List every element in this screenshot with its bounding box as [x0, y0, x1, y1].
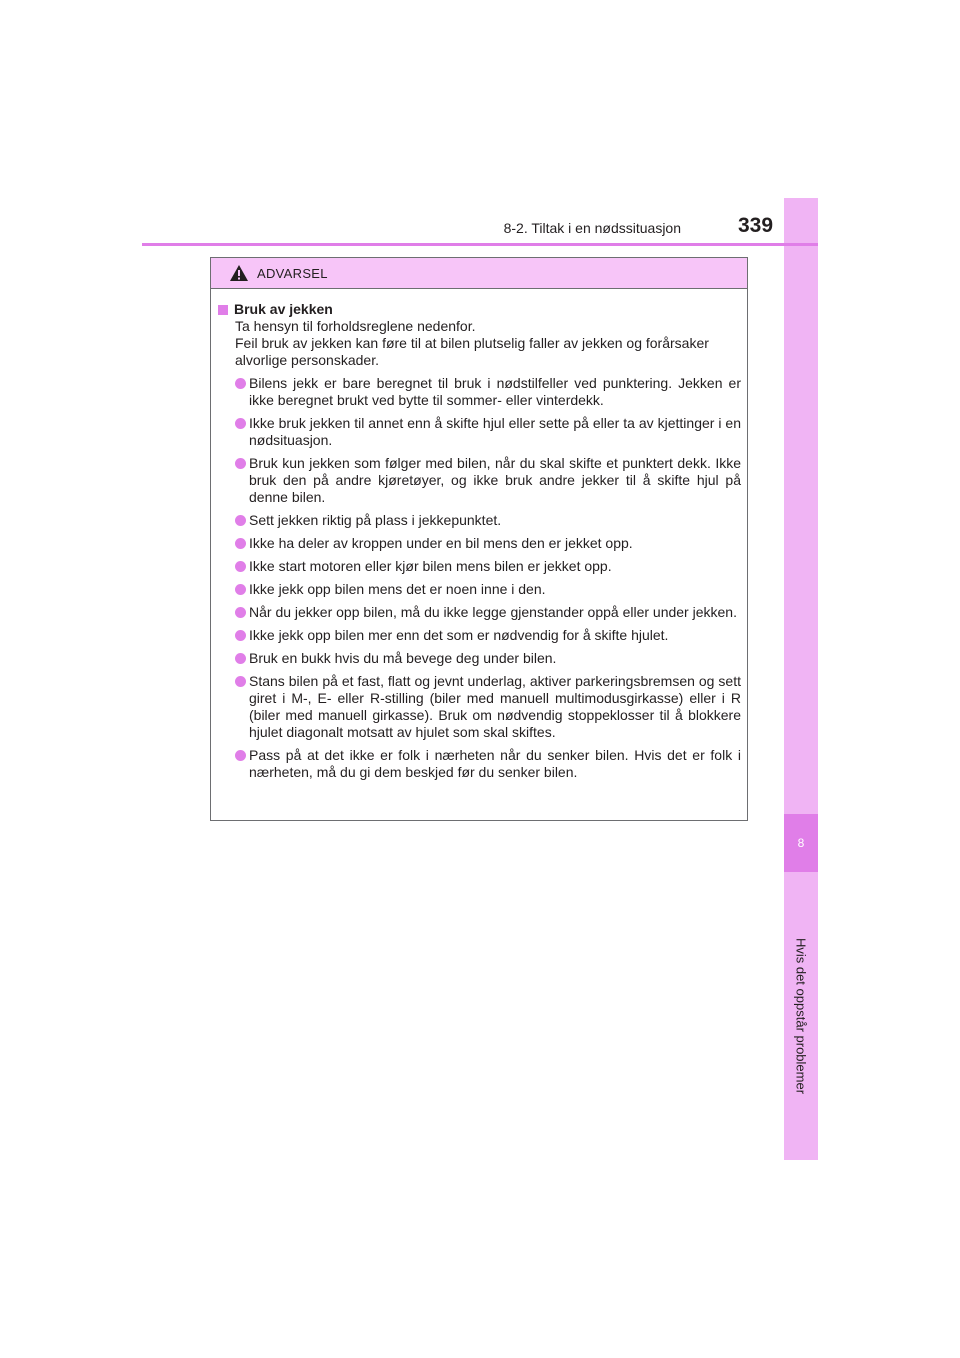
list-item-text: Stans bilen på et fast, flatt og jevnt underlag, aktiver parkeringsbremsen og sett giret i M-, E- eller R-stilling (biler med manuell multimodusgirkasse) eller i R (biler med manuell girkasse). Bruk om nødvendig stoppeklosser til å blokkere hjulet diagonalt motsatt av hjulet som skal skiftes.	[249, 673, 741, 740]
list-item-text: Bilens jekk er bare beregnet til bruk i nødstilfeller ved punktering. Jekken er ikke beregnet brukt ved bytte til sommer- eller vinterdekk.	[249, 375, 741, 408]
warning-bullet-list	[218, 375, 741, 781]
bullet-dot-icon	[235, 515, 246, 526]
bullet-dot-icon	[235, 750, 246, 761]
list-item-text: Bruk kun jekken som følger med bilen, når du skal skifte et punktert dekk. Ikke bruk den på andre kjøretøyer, og ikke bruk andre jekker til å skifte hjul på denne bilen.	[249, 455, 741, 505]
warning-topic-text: Bruk av jekken	[234, 301, 333, 317]
list-item-text: Ikke jekk opp bilen mer enn det som er nødvendig for å skifte hjulet.	[249, 627, 669, 643]
list-item	[218, 604, 741, 621]
intro-line: Feil bruk av jekken kan føre til at bilen plutselig faller av jekken og forårsaker alvorlige personskader.	[235, 335, 709, 368]
bullet-dot-icon	[235, 378, 246, 389]
list-item-text: Sett jekken riktig på plass i jekkepunktet.	[249, 512, 502, 528]
list-item	[218, 375, 741, 409]
list-item	[218, 558, 741, 575]
bullet-dot-icon	[235, 653, 246, 664]
warning-topic	[218, 301, 741, 318]
warning-triangle-icon	[229, 264, 249, 282]
chapter-title: Hvis det oppstår problemer	[793, 937, 809, 1095]
intro-line: Ta hensyn til forholdsreglene nedenfor.	[235, 318, 476, 334]
list-item	[218, 627, 741, 644]
list-item-text: Når du jekker opp bilen, må du ikke legge gjenstander oppå eller under jekken.	[249, 604, 737, 620]
section-title: 8-2. Tiltak i en nødssituasjon	[503, 220, 681, 236]
list-item	[218, 747, 741, 781]
list-item-text: Pass på at det ikke er folk i nærheten når du senker bilen. Hvis det er folk i nærheten, må du gi dem beskjed før du senker bilen.	[249, 747, 741, 780]
list-item-text: Bruk en bukk hvis du må bevege deg under bilen.	[249, 650, 557, 666]
list-item	[218, 415, 741, 449]
bullet-dot-icon	[235, 630, 246, 641]
square-bullet-icon	[218, 305, 228, 315]
bullet-dot-icon	[235, 458, 246, 469]
warning-box	[210, 257, 748, 821]
bullet-dot-icon	[235, 676, 246, 687]
bullet-dot-icon	[235, 538, 246, 549]
list-item-text: Ikke ha deler av kroppen under en bil mens den er jekket opp.	[249, 535, 633, 551]
warning-intro	[218, 318, 741, 369]
page-number: 339	[738, 214, 774, 237]
list-item-text: Ikke jekk opp bilen mens det er noen inne i den.	[249, 581, 546, 597]
warning-body	[211, 289, 747, 781]
bullet-dot-icon	[235, 561, 246, 572]
list-item	[218, 581, 741, 598]
list-item	[218, 650, 741, 667]
warning-label: ADVARSEL	[257, 265, 328, 281]
list-item	[218, 673, 741, 741]
list-item	[218, 455, 741, 506]
bullet-dot-icon	[235, 607, 246, 618]
list-item-text: Ikke bruk jekken til annet enn å skifte hjul eller sette på eller ta av kjettinger i en nødsituasjon.	[249, 415, 741, 448]
list-item	[218, 535, 741, 552]
chapter-number: 8	[784, 814, 818, 872]
warning-header	[211, 258, 747, 289]
bullet-dot-icon	[235, 418, 246, 429]
bullet-dot-icon	[235, 584, 246, 595]
list-item-text: Ikke start motoren eller kjør bilen mens bilen er jekket opp.	[249, 558, 612, 574]
header-rule	[142, 243, 818, 246]
list-item	[218, 512, 741, 529]
